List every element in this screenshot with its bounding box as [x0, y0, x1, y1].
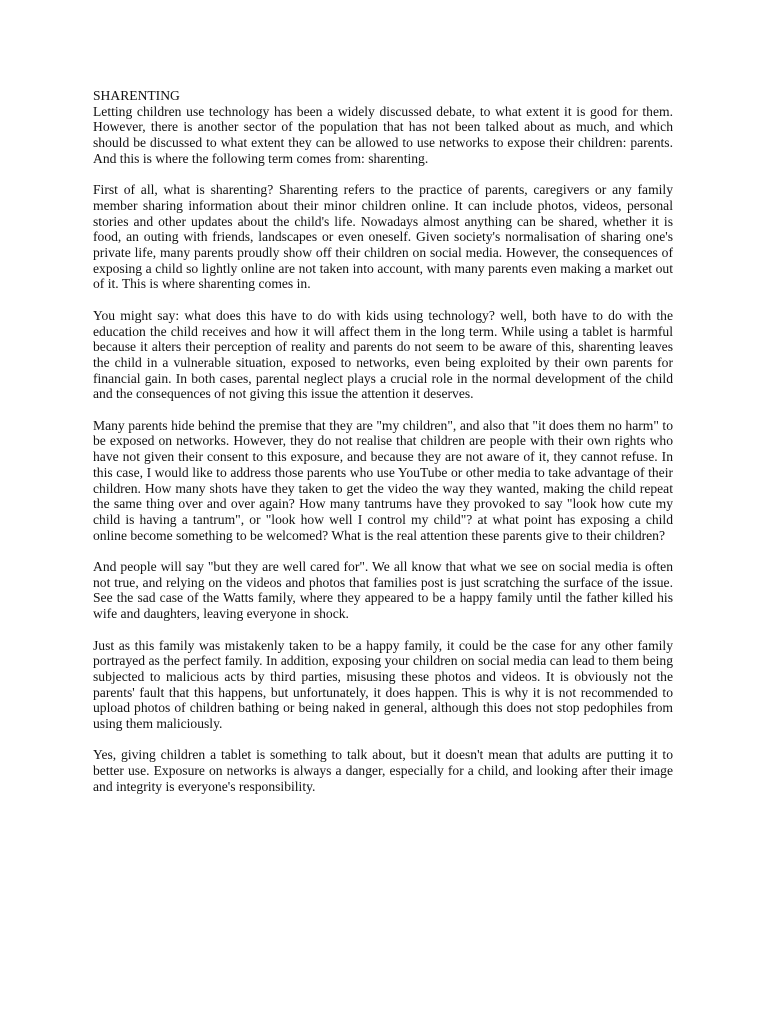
document-page [93, 88, 673, 810]
document-title: SHARENTING [93, 88, 180, 103]
paragraph-well-cared-for: And people will say "but they are well cared for". We all know that what we see on social media is often not true, and relying on the videos and photos that families post is just scratching the surface of the issue. See the sad case of the Watts family, where they appeared to be a happy family until the father killed his wife and daughters, leaving everyone in shock. [93, 559, 673, 622]
paragraph-risks: Just as this family was mistakenly taken to be a happy family, it could be the case for any other family portrayed as the perfect family. In addition, exposing your children on social media can lead to them being subjected to malicious acts by third parties, misusing these photos and videos. It is obviously not the parents' fault that this happens, but unfortunately, it does happen. This is why it is not recommended to upload photos of children bathing or being naked in general, although this does not stop pedophiles from using them maliciously. [93, 637, 673, 732]
paragraph-consent: Many parents hide behind the premise that they are "my children", and also that "it does them no harm" to be exposed on networks. However, they do not realise that children are people with their own rights who have not given their consent to this exposure, and because they are not aware of it, they cannot refuse. In this case, I would like to address those parents who use YouTube or other media to take advantage of their children. How many shots have they taken to get the video the way they wanted, making the child repeat the same thing over and over again? How many tantrums have they provoked to say "look how cute my child is having a tantrum", or "look how well I control my child"? at what point has exposing a child online become something to be welcomed? What is the real attention these parents give to their children? [93, 417, 673, 543]
paragraph-definition: First of all, what is sharenting? Sharenting refers to the practice of parents, caregivers or any family member sharing information about their minor children online. It can include photos, videos, personal stories and other updates about the child's life. Nowadays almost anything can be shared, whether it is food, an outing with friends, landscapes or even oneself. Given society's normalisation of sharing one's private life, many parents proudly show off their children on social media. However, the consequences of exposing a child so lightly online are not taken into account, with many parents even making a market out of it. This is where sharenting comes in. [93, 182, 673, 292]
paragraph-conclusion: Yes, giving children a tablet is something to talk about, but it doesn't mean that adults are putting it to better use. Exposure on networks is always a danger, especially for a child, and looking after their image and integrity is everyone's responsibility. [93, 747, 673, 794]
paragraph-intro: Letting children use technology has been a widely discussed debate, to what extent it is good for them. However, there is another sector of the population that has not been talked about as much, and which should be discussed to what extent they can be allowed to use networks to expose their children: parents. And this is where the following term comes from: sharenting. [93, 103, 673, 166]
paragraph-technology-link: You might say: what does this have to do with kids using technology? well, both have to do with the education the child receives and how it will affect them in the long term. While using a tablet is harmful because it alters their perception of reality and parents do not seem to be aware of this, sharenting leaves the child in a vulnerable situation, exposed to networks, even being exploited by their own parents for financial gain. In both cases, parental neglect plays a crucial role in the normal development of the child and the consequences of not giving this issue the attention it deserves. [93, 307, 673, 402]
